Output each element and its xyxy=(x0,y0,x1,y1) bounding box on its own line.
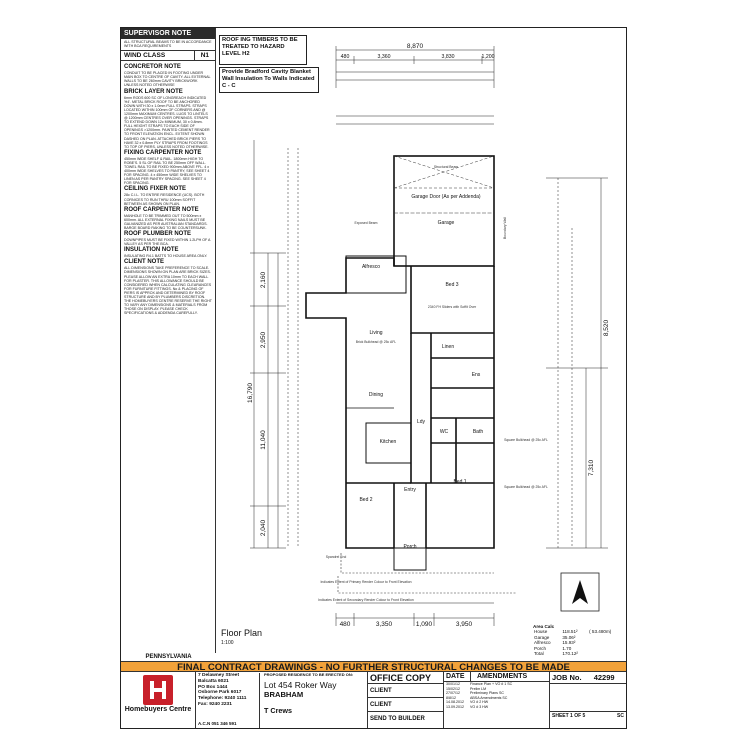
dim-left-upper-a: 2,160 xyxy=(260,271,267,289)
amendment-text: Finance Plan + VO # 1 SC xyxy=(470,682,513,686)
area-extra xyxy=(588,651,625,656)
dim-top-seg4: 1,200 xyxy=(481,54,495,60)
proposed-caption: PROPOSED RESIDENCE TO BE ERECTED ON: xyxy=(264,672,354,677)
right-dimensions xyxy=(546,178,608,548)
render-extent xyxy=(338,553,516,593)
note-heading: BRICK LAYER NOTE xyxy=(124,88,183,95)
room-garage-door-label: Garage Door (As per Addenda) xyxy=(411,194,481,200)
note-heading: FIXING CARPENTER NOTE xyxy=(124,149,202,156)
amendment-date: 13.09.2012 xyxy=(446,704,464,709)
dim-left-upper-b: 2,950 xyxy=(260,331,267,349)
area-value: 118.51² xyxy=(562,629,578,635)
job-label: JOB No. xyxy=(552,673,582,682)
amendment-row xyxy=(444,705,549,710)
insulation-notice: Provide Bradford Cavity Blanket Wall Insulation To Walls Indicated C - C xyxy=(219,67,319,93)
note-text: DOWNPIPES MUST BE FIXED WITHIN 1.2LPH OF A VALLEY AS PER THE BCA. xyxy=(124,238,211,247)
suburb: BRABHAM xyxy=(264,689,304,699)
room-porch: Porch xyxy=(403,544,417,550)
note-text: ALL DIMENSIONS TAKE PREFERENCE TO SCALE. DIMENSIONS SHOWN ON PLAN ARE BRICK SIZES. PLEASE ALLOW AN EXTRA 10mm TO EACH WALL FOR PLASTER. THIS ALLOWANCE SHOULD BE CONSIDERED WHEN CALCULATING CLEARANCES FOR FURNITURE FITTINGS. No & PLACING OF PIERS IS APPROX AND DETERMINED BY ROOF STRUCTURE AND BY PLUMBERS DISCRETION. THE HOMEBUYERS CENTRE RESERVE THE RIGHT TO VARY ANY DIMENSIONS & MATERIALS FROM THOSE ON DISPLAY. PLEASE CHECK SPECIFICATIONS & ADDENDA CAREFULLY. xyxy=(124,266,212,316)
room-kitchen: Kitchen xyxy=(379,439,397,445)
floor-plan-drawing xyxy=(216,28,626,653)
room-bed1: Bed 1 xyxy=(453,479,467,485)
homebuyers-logo-icon xyxy=(143,675,173,705)
room-living: Living xyxy=(369,330,383,336)
north-arrow-icon xyxy=(561,573,599,611)
note-text: INSULATING R4.1 BATTS TO HOUSE AREA ONLY. xyxy=(124,254,208,259)
office-row: CLIENT xyxy=(368,684,443,698)
company-acn: A.C.N 051 346 591 xyxy=(198,721,237,726)
room-ens: Ens xyxy=(471,372,481,378)
note-text: 6mm RODS 600 SC OF LONGREACH INDICATED 'H4'. METAL BRICK ROOF TO BE ANCHORED DOWN WITH 30 x 1.0mm FULL STRAPS. STRAPS LOCATED WITHIN 100mm OF CORNERS AND @ 1200mm MAXIMUM CENTRES. LUGS TO LINTELS @ 1200mm CENTRES OVER OPENINGS. STRAPS TO EXTEND DOWN 12c MINIMUM, 30 x 0.8mm. FULL HEIGHT STRAPS TO EACH SIDE OF OPENINGS >1200mm. PAINTED CEMENT RENDER TO FRONT ELEVATION ENCL. EXTENT SHOWN DASHED ON PLAN. ATTACHED BRICK PIERS TO HAVE 32 x 0.8mm PLY STRAPS FROM FOOTINGS TO TOP OF PIERS, UNLESS NOTED OTHERWISE. xyxy=(124,95,210,149)
floor-plan-scale: 1:100 xyxy=(221,640,234,646)
dim-top-seg3: 3,830 xyxy=(441,54,455,60)
note-heading: CONCRETOR NOTE xyxy=(124,64,181,71)
lot-address: Lot 454 Roker Way xyxy=(264,679,337,690)
note-text: CONDUIT TO BE PLACED IN FOOTING UNDER MAIN BOX TO CENTRE OF CAVITY. ALL EXTERNAL WALLS TO BE 260mm CAVITY BRICKWORK UNLESS NOTED OTHERWISE xyxy=(124,71,211,88)
area-name: Garage xyxy=(534,634,550,640)
note-section xyxy=(121,88,215,149)
area-calc-table xyxy=(533,629,625,656)
note-square-bulkhead-1: Square Bulkhead @ 25c AFL xyxy=(504,438,548,442)
area-value: 1.70 xyxy=(562,645,572,651)
wind-class-value: N1 xyxy=(194,51,215,60)
note-spandrel-end: Spandrel End xyxy=(325,555,347,559)
company-line: Osborne Park 6017 xyxy=(198,690,242,696)
note-heading: CLIENT NOTE xyxy=(124,259,164,266)
note-square-bulkhead-2: Square Bulkhead @ 25c AFL xyxy=(504,485,548,489)
area-calc xyxy=(533,624,625,656)
office-copy-title: OFFICE COPY xyxy=(368,672,443,684)
company-line: Telephone: 9240 1111 xyxy=(198,696,247,702)
area-name: Total xyxy=(534,651,544,657)
wind-class-label: WIND CLASS xyxy=(124,52,166,60)
note-section xyxy=(121,206,215,230)
amendments-header xyxy=(444,672,549,682)
job-number: 42299 xyxy=(593,673,615,682)
company-address xyxy=(198,673,260,728)
notes-column xyxy=(121,28,216,653)
room-bed2: Bed 2 xyxy=(359,497,373,503)
company-line: 7 Delawney Street xyxy=(198,673,240,678)
job-number-row xyxy=(550,672,626,684)
note-brick-bulkhead: Brick Bulkhead @ 25c AFL xyxy=(355,340,397,344)
amendments-header-label: AMENDMENTS xyxy=(477,673,528,680)
note-section xyxy=(121,230,215,246)
dim-overall-width: 8,870 xyxy=(406,43,424,50)
room-ldy: Ldy xyxy=(416,419,426,425)
company-line: Balcatta 6021 xyxy=(198,678,229,684)
date-header: DATE xyxy=(444,672,471,681)
proposed-residence xyxy=(262,672,368,728)
room-bath: Bath xyxy=(472,429,484,435)
area-name: House xyxy=(534,629,548,635)
dim-overall-length: 16,790 xyxy=(247,383,254,403)
note-heading: ROOF CARPENTER NOTE xyxy=(124,206,199,213)
room-entry: Entry xyxy=(404,487,416,493)
amendment-text: VO # 3 HW xyxy=(470,704,489,709)
client-name: T Crews xyxy=(264,705,292,715)
area-name: Alfresco xyxy=(534,640,551,646)
supervisor-note-text: ALL STRUCTURAL BEAMS TO BE IN ACCORDANCE WITH BCA REQUIREMENTS xyxy=(124,40,212,49)
note-section xyxy=(121,185,215,205)
amendments-box xyxy=(444,672,550,728)
logo-text: Homebuyers Centre xyxy=(124,706,192,713)
area-value: 15.93² xyxy=(562,640,576,646)
company-line: PO Box 1444 xyxy=(198,684,228,690)
dim-left-mid: 11,040 xyxy=(260,430,267,450)
note-render-primary: Indicates Extent of Primary Render Colour to Front Elevation xyxy=(320,580,412,584)
amendment-date: 30/01/12 xyxy=(446,682,460,686)
room-linen: Linen xyxy=(441,344,455,350)
area-name: Porch xyxy=(534,645,547,651)
area-value: 170.12² xyxy=(562,651,578,657)
note-boundary-wall: Boundary Wall xyxy=(503,217,507,239)
dim-bottom-seg3: 1,090 xyxy=(415,621,433,628)
dim-top-seg2: 3,360 xyxy=(377,54,391,60)
note-section xyxy=(121,149,215,186)
dim-right-overall: 8,520 xyxy=(603,319,610,337)
wind-class-row xyxy=(121,50,215,61)
note-section xyxy=(121,246,215,258)
note-render-secondary: Indicates Extent of Secondary Render Colour to Front Elevation xyxy=(318,598,414,602)
area-extra: ( 53.480m) xyxy=(589,629,612,635)
note-heading: ROOF PLUMBER NOTE xyxy=(124,231,191,238)
note-exposed-beam: Exposed Beam xyxy=(354,221,378,225)
room-wc: WC xyxy=(439,429,449,435)
area-value: 35.06² xyxy=(562,634,576,640)
note-structural-beam: Structural Beam xyxy=(433,165,459,169)
dim-top-seg1: 480 xyxy=(340,54,350,60)
amendment-date: 14.08.2012 xyxy=(446,700,464,705)
note-sliders: 2340 FH Sliders with Soffit Over xyxy=(427,305,477,309)
note-section xyxy=(121,258,215,315)
amendment-text: Prelim LM xyxy=(470,686,487,691)
dim-bottom-seg2: 3,350 xyxy=(375,621,393,628)
amendment-text: Preliminary Plans SC xyxy=(470,691,504,696)
note-text: 450mm WIDE SHELF & RAIL. 1800mm HIGH TO ROBE'S. 5 SL OF RAIL TO BE 250mm OFF WALL. TOWEL RAIL TO BE FIXED 900mm ABOVE FFL. 4 x 400mm WIDE SHELVES TO PANTRY, SEE SHEET 4 FOR SPACING. 4 x 450mm WIDE SHELVES TO LINEN AS PER PANTRY SPACING. SEE SHEET 4 FOR SPACING. xyxy=(124,156,210,186)
amendment-text: ABSA Amendments SC xyxy=(470,695,508,700)
house-design-name: PENNSYLVANIA xyxy=(121,653,216,662)
note-text: 28c C.I.L. TO ENTIRE RESIDENCE (UCS). BOTH CORNICES TO RUN THRU 100mm SOFFIT BETWEEN AS SHOWN ON PLAN. xyxy=(124,193,205,206)
job-number-box xyxy=(550,672,626,728)
supervisor-note-title: SUPERVISOR NOTE xyxy=(121,28,215,39)
note-heading: CEILING FIXER NOTE xyxy=(124,186,187,193)
sheet-row xyxy=(550,711,626,720)
walls xyxy=(306,156,494,570)
sheet-number: SHEET 1 OF 5 xyxy=(552,713,586,719)
room-dining: Dining xyxy=(368,392,384,398)
note-heading: INSULATION NOTE xyxy=(124,247,179,254)
amendment-date: 15/02/12 xyxy=(446,686,460,691)
area-calc-title: Area Calc xyxy=(533,624,555,629)
amendment-date: 8/8/12 xyxy=(446,695,456,700)
dim-left-low: 2,040 xyxy=(260,519,267,537)
office-row: CLIENT xyxy=(368,698,443,712)
left-dimensions xyxy=(250,140,298,548)
room-garage: Garage xyxy=(437,220,455,226)
room-alfresco: Alfresco xyxy=(361,264,381,270)
final-contract-banner: FINAL CONTRACT DRAWINGS - NO FURTHER STRUCTURAL CHANGES TO BE MADE xyxy=(121,661,626,672)
company-line: Fax: 9240 2231 xyxy=(198,701,232,707)
dim-right-lower: 7,310 xyxy=(588,459,595,477)
office-copy-box xyxy=(368,672,444,728)
room-bed3: Bed 3 xyxy=(445,282,459,288)
top-dimensions xyxy=(336,46,494,124)
note-section xyxy=(121,63,215,87)
floor-plan-title: Floor Plan xyxy=(221,628,263,638)
amendment-text: VO # 2 HW xyxy=(470,700,489,705)
note-text: MANHOLE TO BE TRIMMED OUT TO 500mm x 600mm. ALL EXTERNAL FIXING NAILS MUST BE GALVANIZED AS PER AUSTRALIAN STANDARDS. BARGE BOARD RAKING TO BE COUNTERSUNK. xyxy=(124,213,208,230)
dim-bottom-seg1: 480 xyxy=(339,621,351,628)
office-row: SEND TO BUILDER xyxy=(370,716,425,722)
amendment-date: 27/07/12 xyxy=(446,691,460,696)
sheet-drawn-by: SC xyxy=(617,713,624,719)
roof-timbers-notice: ROOF ING TIMBERS TO BE TREATED TO HAZARD LEVEL H2 xyxy=(219,35,307,65)
area-row xyxy=(533,651,625,656)
dim-bottom-seg4: 3,950 xyxy=(455,621,473,628)
